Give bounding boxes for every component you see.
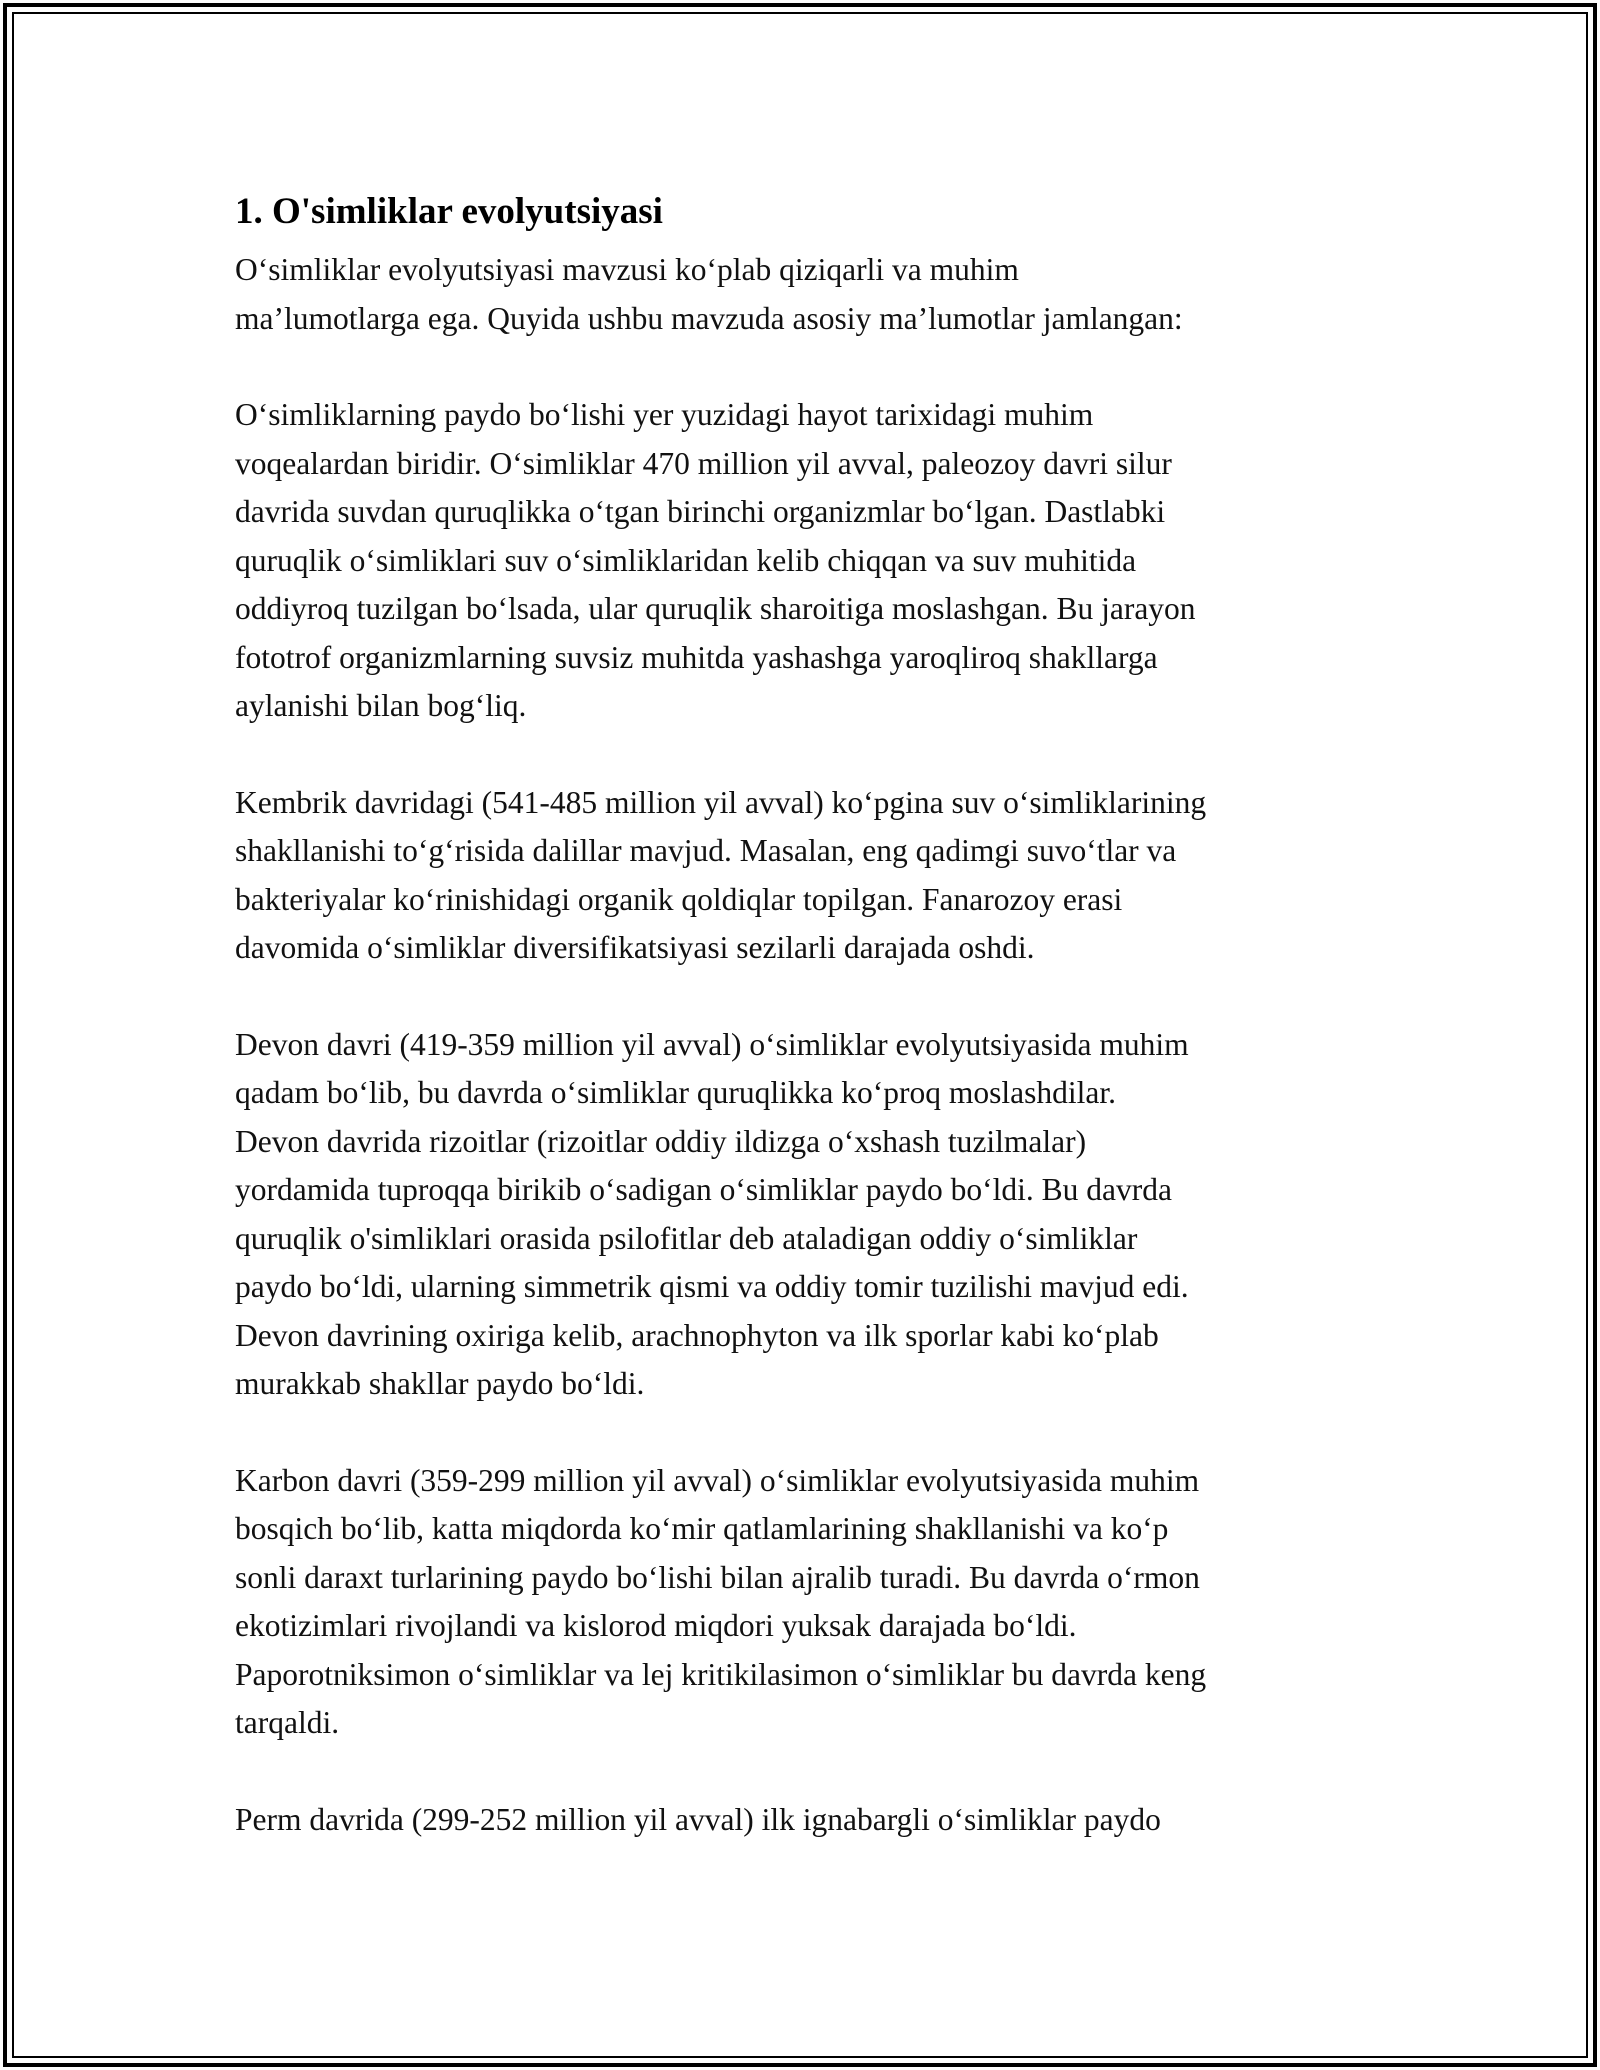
text-line: voqealardan biridir. O‘simliklar 470 million yil avval, paleozoy davri silur xyxy=(235,445,1172,481)
text-line: Paporotniksimon o‘simliklar va lej kritikilasimon o‘simliklar bu davrda keng xyxy=(235,1656,1207,1692)
text-line: ma’lumotlarga ega. Quyida ushbu mavzuda asosiy ma’lumotlar jamlangan: xyxy=(235,300,1183,336)
paragraph-permian xyxy=(235,1796,1375,1845)
text-line: O‘simliklar evolyutsiyasi mavzusi ko‘plab qiziqarli va muhim xyxy=(235,252,1019,287)
text-line: Karbon davri (359-299 million yil avval) o‘simliklar evolyutsiyasida muhim xyxy=(235,1462,1200,1498)
document-body xyxy=(235,182,1375,1892)
text-line: qadam bo‘lib, bu davrda o‘simliklar quruqlikka ko‘proq moslashdilar. xyxy=(235,1075,1116,1110)
text-line: tarqaldi. xyxy=(235,1705,340,1740)
text-line: murakkab shakllar paydo bo‘ldi. xyxy=(235,1366,645,1401)
paragraph-devonian xyxy=(235,1021,1375,1409)
section-heading: 1. O'simliklar evolyutsiyasi xyxy=(235,191,663,232)
text-line: Devon davrida rizoitlar (rizoitlar oddiy ildizga o‘xshash tuzilmalar) xyxy=(235,1123,1087,1159)
text-line: yordamida tuproqqa birikib o‘sadigan o‘simliklar paydo bo‘ldi. Bu davrda xyxy=(235,1172,1172,1207)
paragraph-cambrian xyxy=(235,779,1375,973)
text-line: Kembrik davridagi (541-485 million yil avval) ko‘pgina suv o‘simliklarining xyxy=(235,784,1207,820)
text-line: paydo bo‘ldi, ularning simmetrik qismi va oddiy tomir tuzilishi mavjud edi. xyxy=(235,1269,1189,1304)
text-line: oddiyroq tuzilgan bo‘lsada, ular quruqlik sharoitiga moslashgan. Bu jarayon xyxy=(235,591,1196,626)
text-line: bosqich bo‘lib, katta miqdorda ko‘mir qatlamlarining shakllanishi va ko‘p xyxy=(235,1511,1169,1546)
text-line: bakteriyalar ko‘rinishidagi organik qoldiqlar topilgan. Fanarozoy erasi xyxy=(235,881,1123,917)
text-line: quruqlik o‘simliklari suv o‘simliklaridan kelib chiqqan va suv muhitida xyxy=(235,542,1137,578)
text-line: quruqlik o'simliklari orasida psilofitlar deb ataladigan oddiy o‘simliklar xyxy=(235,1220,1138,1256)
text-line: ekotizimlari rivojlandi va kislorod miqdori yuksak darajada bo‘ldi. xyxy=(235,1608,1077,1643)
paragraph-carboniferous xyxy=(235,1457,1375,1748)
text-line: shakllanishi to‘g‘risida dalillar mavjud. Masalan, eng qadimgi suvo‘tlar va xyxy=(235,833,1177,868)
text-line: davomida o‘simliklar diversifikatsiyasi sezilarli darajada oshdi. xyxy=(235,930,1035,965)
text-line: fototrof organizmlarning suvsiz muhitda yashashga yaroqliroq shakllarga xyxy=(235,639,1158,675)
paragraph-origin xyxy=(235,391,1375,731)
text-line: O‘simliklarning paydo bo‘lishi yer yuzidagi hayot tarixidagi muhim xyxy=(235,397,1094,432)
text-line: Devon davri (419-359 million yil avval) o‘simliklar evolyutsiyasida muhim xyxy=(235,1026,1189,1062)
text-line: Perm davrida (299-252 million yil avval) ilk ignabargli o‘simliklar paydo xyxy=(235,1801,1161,1837)
text-line: sonli daraxt turlarining paydo bo‘lishi bilan ajralib turadi. Bu davrda o‘rmon xyxy=(235,1559,1200,1595)
text-line: aylanishi bilan bog‘liq. xyxy=(235,688,527,723)
text-line: Devon davrining oxiriga kelib, arachnophyton va ilk sporlar kabi ko‘plab xyxy=(235,1317,1159,1353)
text-line: davrida suvdan quruqlikka o‘tgan birinchi organizmlar bo‘lgan. Dastlabki xyxy=(235,494,1166,529)
paragraph-intro xyxy=(235,246,1375,343)
